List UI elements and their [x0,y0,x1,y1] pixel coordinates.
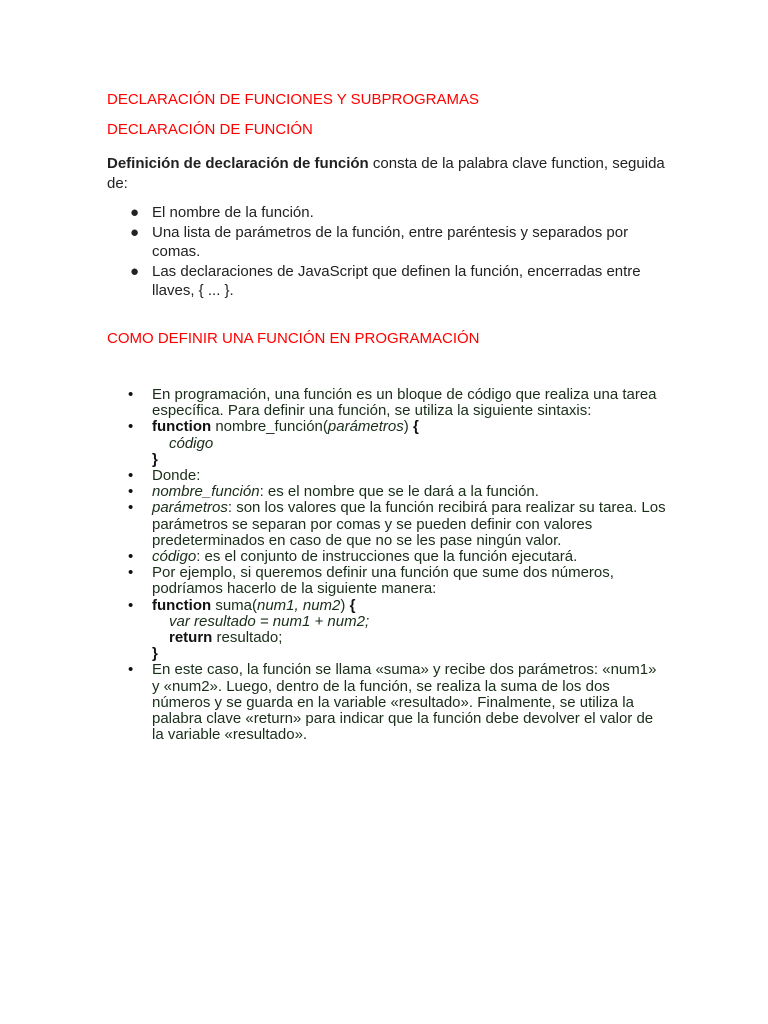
code-brace: { [349,596,356,614]
code-keyword: function [152,418,212,436]
list-item-text: En este caso, la función se llama «suma» y recibe dos parámetros: «num1» y «num2». Luego, dentro de la función, se realiza la suma de los dos números y se guarda en la variable «resultado». Finalmente, se utiliza la palabra clave «return» para indicar que la función debe devolver el valor de la variable «resultado». [152,661,657,744]
list-item-text: Donde: [152,467,201,485]
code-brace: { [412,418,419,436]
bullet-icon: ● [130,204,140,221]
definition-item [107,500,667,549]
code-text: ) [403,418,413,436]
definition-item [107,549,667,565]
list-item-text: Por ejemplo, si queremos definir una función que sume dos números, podríamos hacerlo de la siguiente manera: [152,564,614,598]
code-params: parámetros [327,418,404,436]
bullet-icon: ● [130,262,140,280]
list-item-text: En programación, una función es un bloque de código que realiza una tarea específica. Para definir una función, se utiliza la siguiente sintaxis: [152,386,657,420]
bullet-icon: • [128,499,134,517]
code-line [152,598,667,614]
definition-text: : son los valores que la función recibirá para realizar su tarea. Los parámetros se separan por comas y se pueden definir con valores predeterminados en caso de que no se les pase ningún valor. [152,499,666,549]
code-line [152,452,667,468]
code-line [152,646,667,662]
bullet-icon: • [128,548,134,566]
section-heading-como-definir: COMO DEFINIR UNA FUNCIÓN EN PROGRAMACIÓN [107,330,480,347]
code-brace: } [152,645,158,663]
definition-text: : es el nombre que se le dará a la función. [259,483,539,501]
bullet-icon: • [128,661,134,679]
bullet-icon: • [128,483,134,501]
list-item-text: El nombre de la función. [152,204,314,221]
intro-bold-term: Definición de declaración de función [107,155,369,172]
list-item [107,262,667,301]
list-item [107,468,667,484]
intro-text: consta de la palabra clave function, seguida de: [107,155,665,192]
list-item-text: Las declaraciones de JavaScript que definen la función, encerradas entre llaves, { ... }. [152,262,641,299]
list-item [107,387,667,419]
definition-term: parámetros [152,499,228,517]
list-item [107,203,667,223]
code-text: nombre_función( [211,418,328,436]
list-item [107,223,667,262]
code-line [152,436,667,452]
bullet-icon: • [128,418,134,436]
bullet-icon: • [128,386,134,403]
code-line [152,630,667,646]
page-title: DECLARACIÓN DE FUNCIONES Y SUBPROGRAMAS [107,91,480,108]
code-line [152,419,667,435]
code-keyword: return [169,629,213,647]
list-item-text: Una lista de parámetros de la función, entre paréntesis y separados por comas. [152,223,629,260]
code-text: resultado; [212,629,283,647]
bullet-icon: • [128,564,134,582]
code-keyword: function [152,596,212,614]
definition-term: código [152,548,197,566]
programming-function-list [107,387,667,743]
section-heading-declaracion: DECLARACIÓN DE FUNCIÓN [107,121,313,138]
definition-term: nombre_función [152,483,260,501]
code-line [152,614,667,630]
bullet-icon: • [128,596,134,614]
code-text: ) [340,596,350,614]
definition-item [107,484,667,500]
definition-text: : es el conjunto de instrucciones que la función ejecutará. [196,548,578,566]
bullet-icon: • [128,467,134,485]
list-item [107,565,667,597]
list-item [107,662,667,743]
code-body: var resultado = num1 + num2; [169,612,370,630]
code-body: código [169,434,214,452]
declaration-parts-list [107,203,667,301]
code-params: num1, num2 [257,596,341,614]
intro-paragraph [107,154,667,194]
code-text: suma( [211,596,257,614]
bullet-icon: ● [130,223,140,241]
example-code-block [107,598,667,663]
code-brace: } [152,450,158,468]
syntax-code-block [107,419,667,468]
